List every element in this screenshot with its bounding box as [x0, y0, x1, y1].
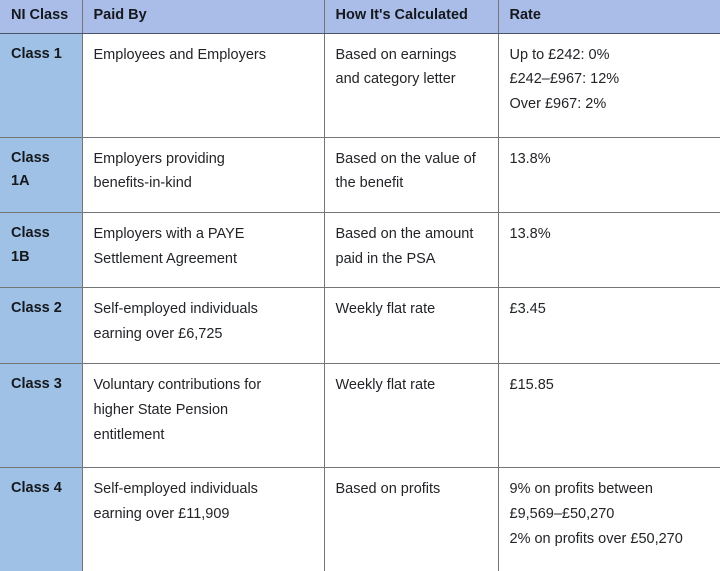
cell-paid_by [82, 468, 324, 571]
column-header-ni-class: NI Class [0, 0, 82, 33]
cell-ni_class [0, 213, 82, 288]
cell-how_calculated [324, 213, 498, 288]
table-row [0, 468, 720, 571]
cell-ni_class [0, 137, 82, 212]
cell-line: Employers with a PAYE [93, 226, 245, 243]
table-header [0, 0, 720, 33]
cell-line: Class [11, 149, 50, 166]
table-body [0, 33, 720, 571]
cell-line: £242–£967: 12% [509, 71, 620, 88]
cell-line: 13.8% [509, 226, 551, 243]
cell-rate [498, 468, 720, 571]
cell-line: Over £967: 2% [509, 96, 607, 113]
cell-line: Self-employed individuals [93, 481, 258, 497]
table-row [0, 288, 720, 363]
cell-line: Employees and Employers [93, 46, 266, 63]
cell-line: Class [11, 225, 50, 242]
cell-ni_class [0, 468, 82, 571]
column-header-rate: Rate [498, 0, 720, 33]
table-row [0, 33, 720, 137]
cell-how_calculated [324, 288, 498, 363]
cell-line: Voluntary contributions for [93, 376, 262, 393]
cell-rate [498, 213, 720, 288]
cell-line: Settlement Agreement [93, 250, 237, 267]
cell-line: £9,569–£50,270 [509, 505, 615, 522]
cell-line: Class 2 [11, 300, 62, 317]
cell-line: and category letter [335, 71, 456, 88]
cell-line: higher State Pension [93, 401, 229, 418]
cell-line: 9% on profits between [509, 481, 653, 497]
cell-rate [498, 288, 720, 363]
cell-line: Employers providing [93, 150, 225, 167]
cell-line: 13.8% [509, 150, 551, 167]
table-header-row [0, 0, 720, 33]
cell-line: Based on earnings [335, 46, 457, 63]
cell-how_calculated [324, 33, 498, 137]
cell-paid_by [82, 137, 324, 212]
cell-paid_by [82, 33, 324, 137]
cell-rate [498, 137, 720, 212]
cell-ni_class [0, 33, 82, 137]
table-row [0, 213, 720, 288]
cell-line: Based on profits [335, 481, 441, 497]
cell-line: 2% on profits over £50,270 [509, 530, 683, 547]
cell-how_calculated [324, 363, 498, 467]
cell-line: 1A [11, 173, 30, 190]
cell-paid_by [82, 213, 324, 288]
column-header-paid-by: Paid By [82, 0, 324, 33]
cell-paid_by [82, 288, 324, 363]
cell-line: paid in the PSA [335, 250, 436, 267]
cell-line: Weekly flat rate [335, 301, 436, 318]
cell-line: earning over £6,725 [93, 326, 223, 343]
cell-line: Class 1 [11, 45, 62, 62]
cell-line: Based on the amount [335, 226, 474, 243]
cell-ni_class [0, 363, 82, 467]
cell-line: Class 4 [11, 480, 62, 496]
cell-line: entitlement [93, 426, 165, 443]
cell-ni_class [0, 288, 82, 363]
cell-line: earning over £11,909 [93, 505, 230, 522]
cell-line: the benefit [335, 175, 404, 192]
cell-how_calculated [324, 468, 498, 571]
cell-line: Based on the value of [335, 150, 476, 167]
cell-line: Weekly flat rate [335, 376, 436, 393]
cell-rate [498, 33, 720, 137]
column-header-how-calculated: How It's Calculated [324, 0, 498, 33]
cell-line: Class 3 [11, 375, 62, 392]
table-row [0, 137, 720, 212]
cell-line: £3.45 [509, 301, 546, 318]
cell-rate [498, 363, 720, 467]
cell-line: Self-employed individuals [93, 301, 258, 318]
cell-line: £15.85 [509, 376, 554, 393]
cell-line: benefits-in-kind [93, 175, 192, 192]
cell-line: Up to £242: 0% [509, 46, 610, 63]
cell-paid_by [82, 363, 324, 467]
cell-line: 1B [11, 248, 30, 265]
cell-how_calculated [324, 137, 498, 212]
table-row [0, 363, 720, 467]
